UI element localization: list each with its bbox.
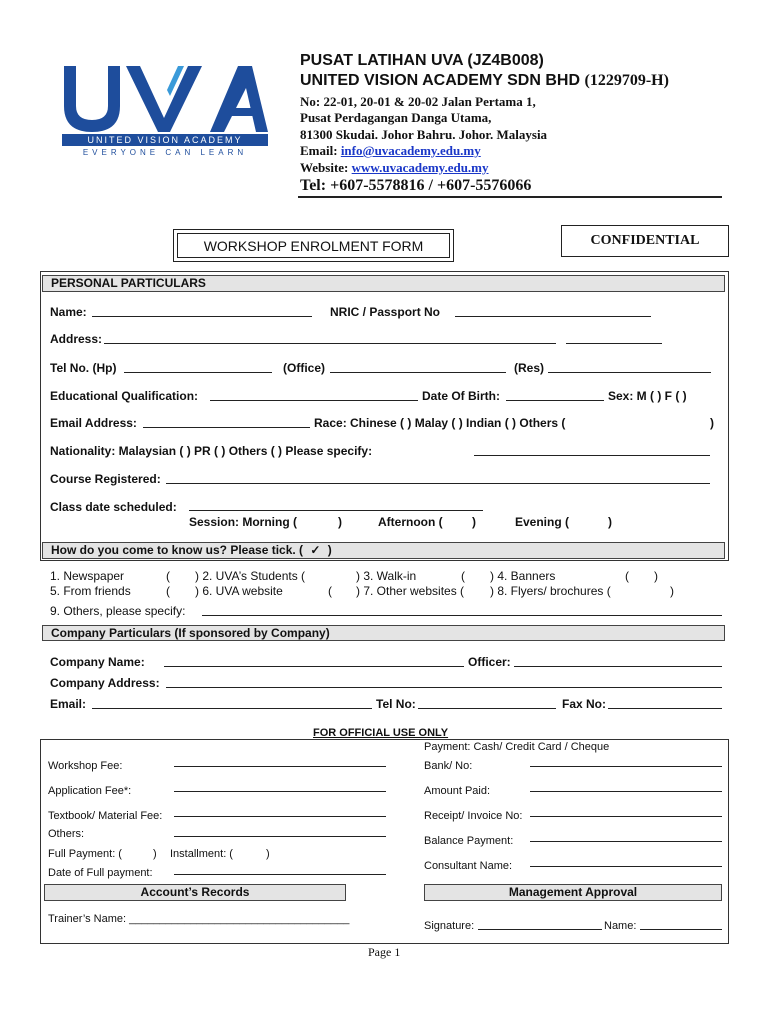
nationality-field[interactable]	[474, 455, 710, 456]
source-walk-in: ) 3. Walk-in	[356, 569, 417, 583]
company-address-label: Company Address:	[50, 676, 160, 690]
source-others-field[interactable]	[202, 615, 722, 616]
confidential-box	[561, 225, 729, 257]
address-label: Address:	[50, 332, 103, 346]
source-banners-tick[interactable]: (	[625, 569, 629, 583]
officer-label: Officer:	[468, 655, 511, 669]
workshop-fee-field[interactable]	[174, 766, 386, 767]
email-label: Email:	[300, 143, 338, 158]
nationality-label: Nationality: Malaysian ( ) PR ( ) Others ( ) Please specify:	[50, 444, 373, 458]
dob-field[interactable]	[506, 400, 604, 401]
application-fee-label: Application Fee*:	[48, 785, 132, 797]
signature-field[interactable]	[478, 929, 602, 930]
payment-methods: Payment: Cash/ Credit Card / Cheque	[424, 741, 610, 753]
website-line	[300, 160, 489, 176]
amount-paid-field[interactable]	[530, 791, 722, 792]
page-number: Page 1	[368, 945, 401, 959]
source-friends-tick[interactable]: (	[166, 584, 170, 598]
company-address-field[interactable]	[166, 687, 722, 688]
source-newspaper: 1. Newspaper	[50, 569, 125, 583]
bank-no-field[interactable]	[530, 766, 722, 767]
website-link[interactable]: www.uvacademy.edu.my	[351, 160, 489, 175]
form-title: WORKSHOP ENROLMENT FORM	[177, 233, 450, 258]
uva-logo-mark	[60, 60, 272, 140]
source-walk-in-tick[interactable]: (	[461, 569, 465, 583]
logo-name-bar	[62, 134, 268, 146]
company-tel-field[interactable]	[418, 708, 556, 709]
session-evening-close: )	[608, 515, 612, 529]
source-friends: 5. From friends	[50, 584, 131, 598]
logo-tagline: EVERYONE CAN LEARN	[82, 148, 248, 157]
company-name-field[interactable]	[164, 666, 464, 667]
source-uva-website-tick[interactable]: (	[328, 584, 332, 598]
others-fee-field[interactable]	[174, 836, 386, 837]
session-morning-label: Session: Morning (	[189, 515, 297, 529]
consultant-field[interactable]	[530, 866, 722, 867]
email-address-label: Email Address:	[50, 416, 137, 430]
tel-hp-label: Tel No. (Hp)	[50, 361, 117, 375]
tel-res-label: (Res)	[514, 361, 545, 375]
workshop-fee-label: Workshop Fee:	[48, 760, 123, 772]
amount-paid-label: Amount Paid:	[424, 785, 491, 797]
company-tel-label: Tel No:	[376, 697, 416, 711]
accounts-records-bar: Account’s Records	[44, 884, 346, 901]
tel-res-field[interactable]	[548, 372, 711, 373]
dob-label: Date Of Birth:	[422, 389, 500, 403]
source-banners: ) 4. Banners	[490, 569, 556, 583]
course-field[interactable]	[166, 483, 710, 484]
full-payment-label: Full Payment: (	[48, 848, 122, 860]
personal-heading: PERSONAL PARTICULARS	[42, 275, 725, 292]
tel-office-field[interactable]	[330, 372, 506, 373]
receipt-field[interactable]	[530, 816, 722, 817]
source-others-label: 9. Others, please specify:	[50, 604, 186, 618]
email-link[interactable]: info@uvacademy.edu.my	[340, 143, 481, 158]
source-banners-close: )	[654, 569, 658, 583]
textbook-fee-field[interactable]	[174, 816, 386, 817]
signature-label: Signature:	[424, 920, 475, 932]
company-reg: (1229709-H)	[584, 72, 669, 89]
race-close: )	[710, 416, 714, 430]
logo-name: UNITED VISION ACADEMY	[87, 135, 243, 145]
class-date-label: Class date scheduled:	[50, 500, 177, 514]
company-heading: Company Particulars (If sponsored by Company)	[42, 625, 725, 641]
application-fee-field[interactable]	[174, 791, 386, 792]
race-label: Race: Chinese ( ) Malay ( ) Indian ( ) Others (	[314, 416, 566, 430]
company-fax-label: Fax No:	[562, 697, 607, 711]
name-label: Name:	[50, 305, 87, 319]
tel-hp-field[interactable]	[124, 372, 272, 373]
email-line	[300, 143, 481, 159]
session-afternoon-label: Afternoon (	[378, 515, 443, 529]
others-fee-label: Others:	[48, 828, 85, 840]
uva-logo	[60, 60, 272, 165]
approval-name-label: Name:	[604, 920, 637, 932]
nric-field[interactable]	[455, 316, 651, 317]
company-email-field[interactable]	[92, 708, 372, 709]
official-heading: FOR OFFICIAL USE ONLY	[313, 727, 449, 739]
source-flyers-close: )	[670, 584, 674, 598]
address-line-3: 81300 Skudai. Johor Bahru. Johor. Malaysia	[300, 127, 548, 142]
management-approval-bar: Management Approval	[424, 884, 722, 901]
address-field-2[interactable]	[566, 343, 662, 344]
form-title-box	[173, 229, 454, 262]
bank-no-label: Bank/ No:	[424, 760, 473, 772]
approval-name-field[interactable]	[640, 929, 722, 930]
name-field[interactable]	[92, 316, 312, 317]
session-morning-close: )	[338, 515, 342, 529]
email-address-field[interactable]	[143, 427, 310, 428]
source-newspaper-tick[interactable]: (	[166, 569, 170, 583]
balance-field[interactable]	[530, 841, 722, 842]
installment-close: )	[266, 848, 270, 860]
telephone: Tel: +607-5578816 / +607-5576066	[300, 177, 532, 194]
source-uva-website: ) 6. UVA website	[195, 584, 283, 598]
education-field[interactable]	[210, 400, 418, 401]
full-payment-close: )	[153, 848, 157, 860]
date-full-payment-label: Date of Full payment:	[48, 867, 153, 879]
source-other-websites: ) 7. Other websites (	[356, 584, 465, 598]
company-email-label: Email:	[50, 697, 87, 711]
centre-name: PUSAT LATIHAN UVA (JZ4B008)	[300, 52, 544, 69]
course-label: Course Registered:	[50, 472, 161, 486]
company-fax-field[interactable]	[608, 708, 722, 709]
date-full-payment-field[interactable]	[174, 874, 386, 875]
address-field[interactable]	[104, 343, 556, 344]
source-flyers: ) 8. Flyers/ brochures (	[490, 584, 611, 598]
balance-label: Balance Payment:	[424, 835, 514, 847]
company-line	[300, 72, 669, 90]
company-name-label: Company Name:	[50, 655, 145, 669]
session-afternoon-close: )	[472, 515, 476, 529]
receipt-label: Receipt/ Invoice No:	[424, 810, 523, 822]
header-rule	[298, 196, 722, 198]
trainer-name-label: Trainer’s Name: ____________________________________	[48, 913, 350, 925]
installment-label: Installment: (	[170, 848, 233, 860]
source-heading	[42, 542, 725, 559]
officer-field[interactable]	[514, 666, 722, 667]
consultant-label: Consultant Name:	[424, 860, 513, 872]
sex-label: Sex: M ( ) F ( )	[608, 389, 687, 403]
address-line-2: Pusat Perdagangan Danga Utama,	[300, 110, 492, 125]
source-heading-close: )	[327, 543, 332, 557]
website-label: Website:	[300, 160, 349, 175]
education-label: Educational Qualification:	[50, 389, 199, 403]
company-name: UNITED VISION ACADEMY SDN BHD	[300, 72, 581, 89]
textbook-fee-label: Textbook/ Material Fee:	[48, 810, 163, 822]
confidential-label: CONFIDENTIAL	[590, 233, 700, 248]
source-heading-text: How do you come to know us? Please tick. (	[51, 543, 304, 557]
tel-office-label: (Office)	[283, 361, 325, 375]
source-uva-students: ) 2. UVA’s Students (	[195, 569, 306, 583]
check-icon: ✓	[310, 543, 321, 557]
class-date-field[interactable]	[189, 510, 483, 511]
address-line-1: No: 22-01, 20-01 & 20-02 Jalan Pertama 1,	[300, 94, 536, 109]
nric-label: NRIC / Passport No	[330, 305, 441, 319]
session-evening-label: Evening (	[515, 515, 570, 529]
